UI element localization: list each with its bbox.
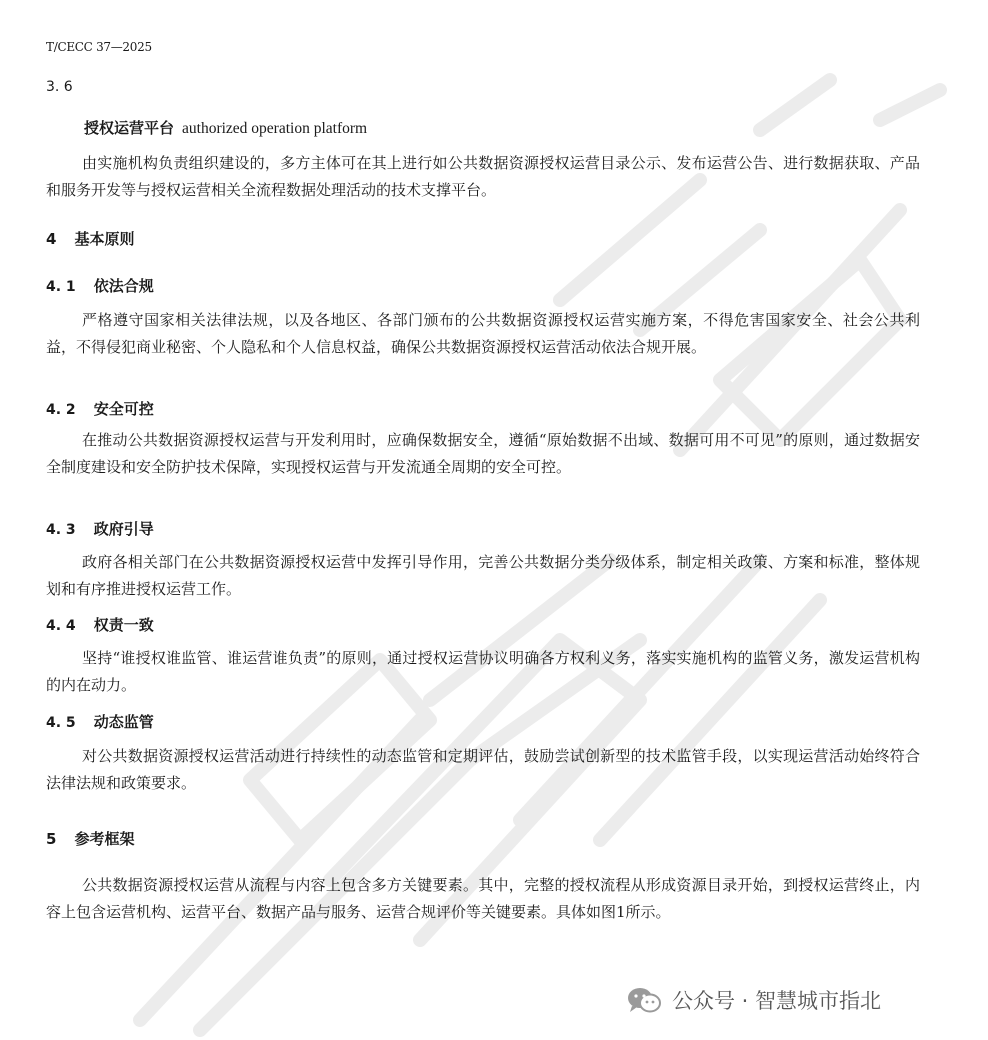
section-4-2-heading: [46, 398, 154, 419]
standard-code: T/CECC 37—2025: [46, 40, 152, 54]
section-5-title: 参考框架: [74, 830, 135, 848]
section-4-3-title: 政府引导: [93, 520, 154, 538]
section-4-5-heading: [46, 711, 154, 732]
term-zh: 授权运营平台: [84, 119, 175, 137]
section-4-1-title: 依法合规: [93, 277, 154, 295]
section-4-5-title: 动态监管: [93, 713, 154, 731]
section-5-number: 5: [46, 830, 57, 848]
section-4-1-heading: [46, 275, 154, 296]
section-4-4-text: 坚持“谁授权谁监管、谁运营谁负责”的原则，通过授权运营协议明确各方权利义务，落实实施机构的监管义务，激发运营机构的内在动力。: [46, 649, 920, 694]
section-4-4-heading: [46, 614, 154, 635]
section-4-1-number: 4. 1: [46, 279, 76, 295]
section-4-heading: [46, 228, 134, 249]
section-4-5-text: 对公共数据资源授权运营活动进行持续性的动态监管和定期评估，鼓励尝试创新型的技术监管手段，以实现运营活动始终符合法律法规和政策要求。: [46, 747, 920, 792]
section-4-2-number: 4. 2: [46, 402, 76, 418]
section-4-2-title: 安全可控: [93, 400, 154, 418]
section-4-5-number: 4. 5: [46, 715, 76, 731]
section-4-4-number: 4. 4: [46, 618, 76, 634]
section-4-4-title: 权责一致: [93, 616, 154, 634]
section-3-6-number: 3. 6: [46, 79, 73, 95]
footer-account: [626, 985, 881, 1015]
section-4-2-text: 在推动公共数据资源授权运营与开发利用时，应确保数据安全，遵循“原始数据不出域、数据可用不可见”的原则，通过数据安全制度建设和安全防护技术保障，实现授权运营与开发流通全周期的安全可控。: [46, 431, 920, 476]
section-4-3-text: 政府各相关部门在公共数据资源授权运营中发挥引导作用，完善公共数据分类分级体系，制定相关政策、方案和标准，整体规划和有序推进授权运营工作。: [46, 553, 920, 598]
section-4-title: 基本原则: [74, 230, 135, 248]
section-4-3-heading: [46, 518, 154, 539]
section-5-text: 公共数据资源授权运营从流程与内容上包含多方关键要素。其中，完整的授权流程从形成资源目录开始，到授权运营终止，内容上包含运营机构、运营平台、数据产品与服务、运营合规评价等关键要素。具体如图1所示。: [46, 876, 920, 921]
footer-label: 公众号 · 智慧城市指北: [672, 989, 882, 1013]
section-5-heading: [46, 828, 134, 849]
section-4-number: 4: [46, 230, 57, 248]
term-en: authorized operation platform: [182, 120, 368, 137]
section-4-3-number: 4. 3: [46, 522, 76, 538]
term-entry: [84, 117, 367, 138]
wechat-icon: [626, 986, 662, 1014]
section-4-1-text: 严格遵守国家相关法律法规，以及各地区、各部门颁布的公共数据资源授权运营实施方案，不得危害国家安全、社会公共利益，不得侵犯商业秘密、个人隐私和个人信息权益，确保公共数据资源授权运营活动依法合规开展。: [46, 311, 920, 356]
term-definition: 由实施机构负责组织建设的，多方主体可在其上进行如公共数据资源授权运营目录公示、发布运营公告、进行数据获取、产品和服务开发等与授权运营相关全流程数据处理活动的技术支撑平台。: [46, 154, 920, 199]
